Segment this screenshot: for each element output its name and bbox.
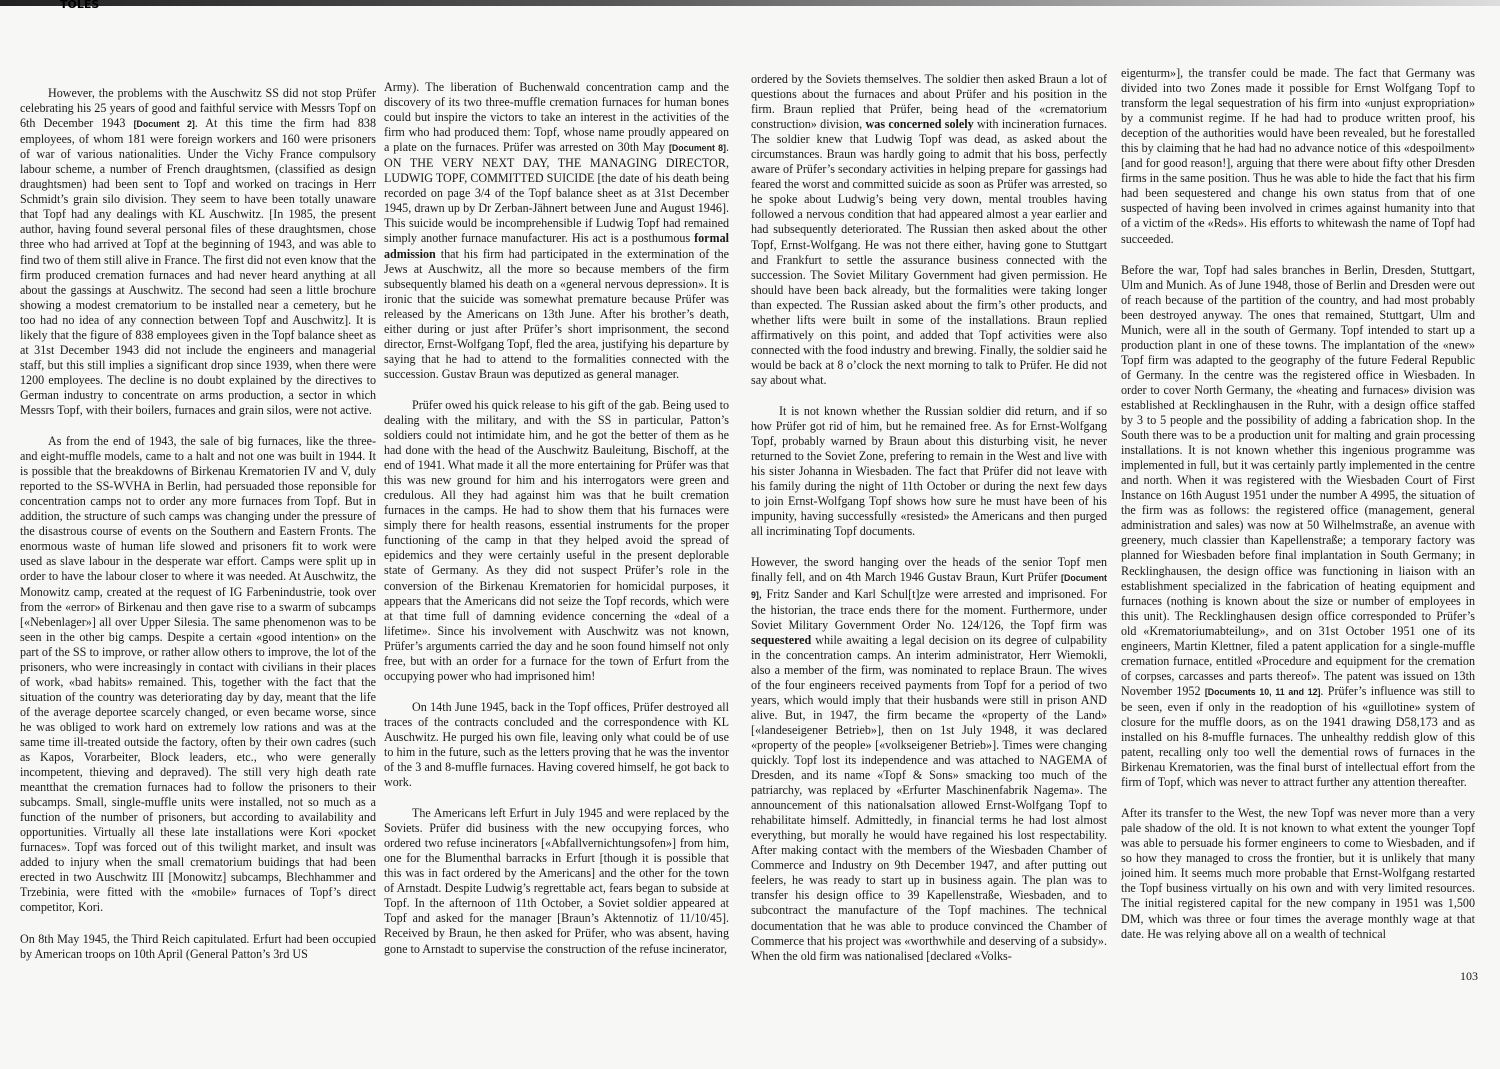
paragraph: eigenturm»], the transfer could be made. The fact that Germany was divided into two Zones made it possible for Ernst Wolfgang Topf to transform the legal sequestration of his firm into «unjust expropriation» by a communist regime. If he had had to produce written proof, his deception of the authorities would have been revealed, but he forestalled this by claiming that he had had no advance notice of this «despoilment» [and for good reason!], arguing that there were about fifty other Dresden firms in the same position. Thus he was able to hide the fact that his firm had been sequestered and change his own status from that of one suspected of having been involved in crimes against humanity into that of a victim of the «Reds». His efforts to whitewash the name of Topf had succeeded. — [1121, 66, 1475, 246]
emphasis: was concerned solely — [865, 117, 974, 132]
paragraph: As from the end of 1943, the sale of big furnaces, like the three- and eight-muffle models, came to a halt and not one was built in 1944. It is possible that the breakdowns of Birkenau Krematorien IV and V, duly reported to the SS-WVHA in Berlin, had persuaded those reponsible for concentration camps not to order any more furnaces from Topf. But in addition, the structure of such camps was changing under the pressure of the disastrous course of events on the Southern and Eastern Fronts. The enormous waste of human life slowed and prisoners fit to work were used as slave labour in the desperate war effort. Camps were split up in order to have the labour closer to where it was needed. At Auschwitz, the Monowitz camp, created at the request of IG Farbenindustrie, took over from the «error» of Birkenau and then gave rise to a swarm of subcamps [«Nebenlager»] all over Upper Silesia. The same phenomenon was to be seen in the other big camps. Despite a certain «good intention» on the part of the SS to improve, or rather allow others to improve, the lot of the prisoners, who were increasingly in contact with civilians in their places of work, «bad habits» remained. This, together with the fact that the situation of the country was deteriorating day by day, meant that the life of the average deportee scarcely changed, or even became worse, since he was obliged to work hard on extremely low rations and was at the same time ill-treated outside the factory, often by their own cadres (such as Kapos, Vorarbeiter, Block leaders, etc., who were generally incompetent, thieving and depraved). The still very high death rate meantthat the cremation furnaces had to follow the prisoners to their subcamps. Small, single-muffle units were installed, not so much as a function of the number of prisoners, but according to availability and opportunities. Virtually all these late installations were Kori «pocket furnaces». Topf was forced out of this twilight market, and insult was added to injury when the small crematorium buidings that had been erected in two Auschwitz III [Monowitz] subcamps, Blechhammer and Trzebinia, were fitted with the «mobile» furnaces of Topf’s direct competitor, Kori. — [20, 434, 376, 915]
paragraph: After its transfer to the West, the new Topf was never more than a very pale shadow of the old. It is not known to what extent the younger Topf was able to persuade his former engineers to come to Wiesbaden, and if so how they managed to cross the frontier, but it is unlikely that many joined him. It seems much more probable that Ernst-Wolfgang restarted the Topf business virtually on his own and with very limited resources. The initial registered capital for the new company in 1951 was 1,500 DM, which was three or four times the average monthly wage at that date. He was relying above all on a wealth of technical — [1121, 806, 1475, 941]
top-scan-strip — [0, 0, 1500, 6]
page-number: 103 — [1460, 969, 1478, 983]
top-handwritten-mark: TOLES — [60, 0, 100, 11]
paragraph: Prüfer owed his quick release to his gift of the gab. Being used to dealing with the military, and with the SS in particular, Patton’s soldiers could not intimidate him, and he got the better of them as he had done with the head of the Auschwitz Bauleitung, Bischoff, at the end of 1941. What made it all the more entertaining for Prüfer was that this was new ground for him and his interrogators were green and credulous. All they had against him was that he built cremation furnaces in the camps. He had to show them that his furnaces were simply there for health reasons, essential instruments for the proper functioning of the camp in that they helped avoid the spread of epidemics and they were certainly useful in the present deplorable state of Germany. As they did not suspect Prüfer’s role in the conversion of the Birkenau Krematorien for homicidal purposes, it appears that the Americans did not seize the Topf records, which were at that time full of damning evidence concerning the «deal of a lifetime». Since his involvement with Auschwitz was not known, Prüfer’s arguments carried the day and he soon found himself not only free, but with an order for a furnace for the town of Erfurt from the occupying power who had imprisoned him! — [384, 397, 729, 683]
paragraph: However, the problems with the Auschwitz SS did not stop Prüfer celebrating his 25 years of good and faithful service with Messrs Topf on 6th December 1943 [Document 2]. At this time the firm had 838 employees, of whom 181 were foreign workers and 160 were prisoners of war of various nationalities. Under the Vichy France compulsory labour scheme, a number of French draughtsmen, (classified as design draughtsmen) had been sent to Topf and worked on tracings in Herr Schmidt’s grain silo division. They seem to have been totally unaware that Topf had any dealings with KL Auschwitz. [In 1985, the present author, having found several personal files of these draughtsmen, chose three who had arrived at Topf at the beginning of 1943, and was able to find two of them still alive in France. The first did not even know that the firm produced cremation furnaces and had never heard anything at all about the gassings at Auschwitz. The second had seen a little brochure showing a modest crematorium to be installed near a cemetery, but he too had no idea of any connection between Topf and Auschwitz]. It is likely that the figure of 838 employees given in the Topf balance sheet as at 31st December 1943 did not include the engineers and managerial staff, but this still implies a significant drop since 1939, when there were 1200 employees. The decline is no doubt explained by the directives to German industry to concentrate on arms production, a sector in which Messrs Topf, with their boilers, furnaces and grain silos, were not active. — [20, 86, 376, 417]
paragraph: Before the war, Topf had sales branches in Berlin, Dresden, Stuttgart, Ulm and Munich. As of June 1948, those of Berlin and Dresden were out of reach because of the partition of the country, and had most probably been destroyed anyway. The ones that remained, Stuttgart, Ulm and Munich, were all in the south of Germany. Topf intended to start up a production plant in one of these towns. The implantation of the «new» Topf firm was adapted to the geography of the future Federal Republic of Germany. In the centre was the registered office in Wiesbaden. In order to cover North Germany, the «heating and furnaces» division was established at Recklinghausen in the Ruhr, with a design office staffed by 3 to 5 people and the possibility of adding a fabrication shop. In the South there was to be a production unit for malting and grain processing installations. It is not known whether this ingenious programme was implemented in full, but it was certainly partly implemented in the centre and north. When it was registered with the Wiesbaden Court of First Instance on 16th August 1951 under the number A 4995, the situation of the firm was as follows: the registered office (management, general administration and sales) was now at 50 Wilhelmstraße, an avenue with greenery, much classier than Kapellenstraße; a temporary factory was planned for Wiesbaden before final implantation in South Germany; in Recklinghausen, the design office was functioning in liaison with an establishment specialized in the fabrication of heating equipment and furnaces (nothing is known about the size or number of employees in this unit). The Recklinghausen design office corresponded to Prüfer’s old «Krematoriumabteilung», and on 31st October 1951 one of its engineers, Martin Klettner, filed a patent application for a single-muffle cremation furnace, entitled «Procedure and equipment for the cremation of corpses, carcasses and parts thereof». The patent was issued on 13th November 1952 [Documents 10, 11 and 12]. Prüfer’s influence was still to be seen, even if only in the readoption of his «guillotine» system of closure for the muffle doors, as on the 1941 drawing D58,173 and as installed on his 8-muffle furnaces. The unhealthy reddish glow of this patent, recalling only too well the demential rows of furnaces in the Birkenau Krematorien, was the final burst of intellectual effort from the firm of Topf, which was never to attract further any attention thereafter. — [1121, 262, 1475, 790]
paragraph: ordered by the Soviets themselves. The soldier then asked Braun a lot of questions about the furnaces and about Prüfer and his position in the firm. Braun replied that Prüfer, being head of the «crematorium construction» division, was concerned solely with incineration furnaces. The soldier knew that Ludwig Topf was dead, as asked about the circumstances. Braun was hardly going to admit that his boss, perfectly aware of Prüfer’s secondary activities in helping prepare for gassings had feared the worst and committed suicide as soon as Prüfer was arrested, so he spoke about Ludwig’s being very down, mental troubles having followed a nervous condition that had appeared almost a year earlier and had subsequently deteriorated. The Russian then asked about the other Topf, Ernst-Wolfgang. He was not there either, having gone to Stuttgart and Frankfurt to settle the assurance business connected with the succession. The Soviet Military Government had given permission. He should have been back already, but the formalities were taking longer than expected. The Russian asked about the firm’s other products, and whether lifts were built in some of the installations. Braun replied affirmatively on this point, and added that Topf activities were also connected with the food industry and brewing. Finally, the soldier said he would be back at 8 o’clock the next morning to talk to Prüfer. He did not say about what. — [751, 72, 1107, 387]
paragraph: It is not known whether the Russian soldier did return, and if so how Prüfer got rid of him, but he remained free. As for Ernst-Wolfgang Topf, probably warned by Braun about this disturbing visit, he never returned to the Soviet Zone, prefering to remain in the West and live with his sister Johanna in Wiesbaden. The fact that Prüfer did not leave with his family during the night of 11th October or during the next few days to join Ernst-Wolfgang Topf shows how sure he must have been of his impunity, having successfully «resisted» the Americans and then purged all incriminating Topf documents. — [751, 403, 1107, 539]
paragraph: On 14th June 1945, back in the Topf offices, Prüfer destroyed all traces of the contracts concluded and the correspondence with KL Auschwitz. He purged his own file, leaving only what could be of use to him in the future, such as the letters proving that he was the inventor of the 3 and 8-muffle furnaces. Having covered himself, he got back to work. — [384, 699, 729, 790]
paragraph: Army). The liberation of Buchenwald concentration camp and the discovery of its two three-muffle cremation furnaces for human bones could but inspire the victors to take an interest in the activities of the firm who had produced them: Topf, whose name proudly appeared on a plate on the furnaces. Prüfer was arrested on 30th May [Document 8]. ON THE VERY NEXT DAY, THE MANAGING DIRECTOR, LUDWIG TOPF, COMMITTED SUICIDE [the date of his death being recorded on page 3/4 of the Topf balance sheet as at 31st December 1945, drawn up by Dr Zerban-Jähnert between June and August 1946]. This suicide would be incomprehensible if Ludwig Topf had remained simply another furnace manufacturer. His act is a posthumous formal admission that his firm had participated in the extermination of the Jews at Auschwitz, all the more so because members of the firm subsequently blamed his death on a «general nervous depression». It is ironic that the suicide was somewhat premature because Prüfer was released by the Americans on 13th June. After his brother’s death, either during or just after Prüfer’s short imprisonment, the second director, Ernst-Wolfgang Topf, fled the area, justifying his departure by saying that he had to attend to the formalities connected with the succession. Gustav Braun was deputized as general manager. — [384, 80, 729, 381]
paragraph: On 8th May 1945, the Third Reich capitulated. Erfurt had been occupied by American troops on 10th April (General Patton’s 3rd US — [20, 931, 376, 961]
emphasis: sequestered — [751, 632, 812, 647]
text-column-2 — [384, 80, 729, 1005]
paragraph: The Americans left Erfurt in July 1945 and were replaced by the Soviets. Prüfer did business with the new occupying forces, who ordered two refuse incinerators [«Abfallvernichtungsofen»] from him, one for the Blumenthal barracks in Erfurt [though it is possible that this was in fact ordered by the Americans] and the other for the town of Arnstadt. Despite Ludwig’s regrettable act, fears began to subside at Topf. In the afternoon of 11th October, a Soviet soldier appeared at Topf and asked for the manager [Braun’s Aktennotiz of 11/10/45]. Received by Braun, he then asked for Prüfer, who was absent, having gone to Arnstadt to supervise the construction of the refuse incinerator, — [384, 806, 729, 956]
paragraph: However, the sword hanging over the heads of the senior Topf men finally fell, and on 4th March 1946 Gustav Braun, Kurt Prüfer [Document 9], Fritz Sander and Karl Schul[t]ze were arrested and imprisoned. For the historian, the trace ends there for the moment. Furthermore, under Soviet Military Government Order No. 124/126, the Topf firm was sequestered while awaiting a legal decision on its degree of culpability in the concentration camps. An interim administrator, Herr Wiemokli, also a member of the firm, was nominated to replace Braun. The wives of the four engineers received payments from Topf for a period of two years, which would imply that their husbands were still in prison AND alive. But, in 1947, the firm became the «property of the Land» [«landeseigener Betrieb»], then on 1st July 1948, it was declared «property of the people» [«volkseigener Betrieb»]. Times were changing quickly. Topf lost its independence and was attached to NAGEMA of Dresden, and its name «Topf & Sons» smacking too much of the patriarchy, was replaced by «Erfurter Maschinenfabrik Nagema». The announcement of this nationalsation allowed Ernst-Wolfgang Topf to rehabilitate himself. Admittedly, in financial terms he had lost almost everything, but morally he would have regained his lost respectability. After making contact with the members of the Wiesbaden Chamber of Commerce and Industry on 9th December 1947, and after putting out feelers, he was ready to start up in business again. The plan was to transfer his design office to 39 Kapellenstraße, Wiesbaden, and to subcontract the manufacture of the Topf machines. The technical documentation that he was able to produce convinced the Chamber of Commerce that his project was «worthwhile and deserving of a subsidy». When the old firm was nationalised [declared «Volks- — [751, 555, 1107, 963]
text-column-1 — [20, 86, 376, 1011]
text-column-4 — [1121, 66, 1475, 991]
document-reference: [Document 9] — [751, 573, 1107, 600]
document-reference: [Documents 10, 11 and 12] — [1204, 686, 1321, 697]
document-reference: [Document 8] — [668, 143, 726, 154]
emphasis: formal admission — [384, 231, 729, 261]
document-reference: [Document 2] — [133, 119, 195, 130]
text-column-3 — [751, 72, 1107, 997]
